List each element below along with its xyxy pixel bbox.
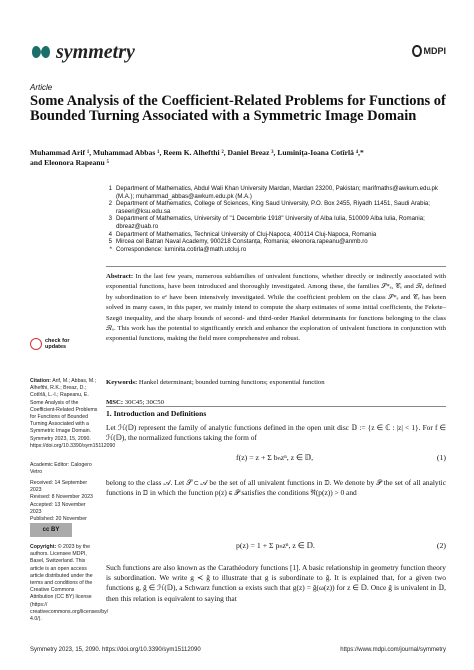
affiliation-item: 1 Department of Mathematics, Abdul Wali Khan University Mardan, Mardan 23200, Pakistan; marifmaths@awkum.edu.pk (M.A.); muhammad_abbas@awkum.edu.pk (M.A.) (108, 185, 438, 200)
abstract (106, 272, 446, 345)
keywords-text: Hankel determinant; bounded turning functions; exponential function (138, 379, 325, 386)
msc-codes: MSC: 30C45; 30C50 (106, 399, 164, 406)
affiliation-item: 2 Department of Mathematics, College of Sciences, King Saud University, P.O. Box 2455, Riyadh 11451, Saudi Arabia; raseeri@ksu.edu.sa (108, 200, 430, 215)
abstract-text: In the last few years, numerous subfamilies of univalent functions, whether directly or indirectly associated with exponential functions, have been introduced and thoroughly investigated. Among these, the families 𝒮*ₑ, 𝒞ₑ and ℛₑ defined by subordination to eᶻ have been intensively investigated. While the coefficient problem on the class 𝒮*ₑ and 𝒞ₑ has been solved in many cases, in this paper, we mainly intend to compute the sharp estimates of some initial coefficients, the Fekete–Szegö inequality, and the sharp bounds of second- and third-order Hankel determinants for functions belonging to the class ℛₑ. This work has the potential to significantly enrich and enhance the exploration of univalent functions in conjunction with exponential functions, making the field more comprehensive and robust. (106, 273, 447, 343)
mdpi-gear-icon (412, 45, 422, 57)
footer-journal-link[interactable]: https://www.mdpi.com/journal/symmetry (340, 647, 446, 653)
date-published: Published: 20 November (30, 516, 87, 523)
affiliation-item: 4 Department of Mathematics, Technical University of Cluj-Napoca, 400114 Cluj-Napoca, Romania (108, 230, 377, 238)
check-updates-icon (30, 338, 42, 350)
paragraph: belong to the class 𝒜. Let 𝒮 ⊂ 𝒜 be the set of all univalent functions in 𝔻. We denote by 𝒫 the set of all analytic functions in 𝔻 in which the function p(z) ∈ 𝒫 satisfies the conditions ℜ(p(z)) > 0 and (106, 478, 446, 498)
date-revised: Revised: 8 November 2023 (30, 494, 93, 501)
keywords: Keywords: Hankel determinant; bounded turning functions; exponential function (106, 379, 325, 386)
section-heading: 1. Introduction and Definitions (106, 409, 207, 418)
affiliations (106, 185, 446, 253)
abstract-label: Abstract: (106, 273, 134, 280)
affiliation-item: 3 Department of Mathematics, University of "1 Decembrie 1918" University of Alba Iulia, 510009 Alba Iulia, Romania; dbreaz@uab.ro (108, 215, 425, 230)
abstract-bottom-divider (106, 406, 446, 407)
author-list (30, 148, 450, 168)
journal-logo-icon (30, 42, 52, 62)
publisher-logo (412, 42, 446, 60)
academic-editor: Academic Editor: Calogero Vetro (30, 462, 92, 476)
affiliation-item: 5 Mircea cel Batran Naval Academy, 900218 Constanța, Romania; eleonora.rapeanu@anmb.ro (108, 238, 368, 246)
paragraph: Let ℋ(𝔻) represent the family of analytic functions defined in the open unit disc 𝔻 := {z ∈ ℂ : |z| < 1}. For f ∈ ℋ(𝔻), the normalized functions taking the form of (106, 423, 446, 443)
authors-line-1: Muhammad Arif ¹, Muhammad Abbas ¹, Reem K. Alhefthi ², Daniel Breaz ³, Luminița-Ioana Cotîrlă ⁴,* (30, 148, 364, 157)
copyright: Copyright: © 2023 by the authors. Licensee MDPI, Basel, Switzerland. This article is an open access article distributed under the terms and conditions of the Creative Commons Attribution (CC BY) license (https:// creativecommons.org/licenses/by/ 4.0/). (30, 544, 109, 623)
msc-text: 30C45; 30C50 (124, 399, 164, 406)
citation-text: Arif, M.; Abbas, M.; Alhefthi, R.K.; Breaz, D.; Cotîrlă, L.-I.; Rapeanu, E. Some Analysis of the Coefficient-Related Problems for Functions of Bounded Turning Associated with a Symmetric Image Domain. Symmetry 2023, 15, 2090. https://doi.org/10.3390/sym15112090 (30, 378, 116, 449)
affiliation-item: * Correspondence: luminita.cotirla@math.utcluj.ro (109, 245, 247, 253)
page-footer (30, 647, 446, 653)
date-accepted: Accepted: 13 November 2023 (30, 501, 86, 515)
authors-line-2: and Eleonora Rapeanu ⁵ (30, 158, 109, 167)
equation-1: f(z) = z + Σ bₙzⁿ, z ∈ 𝔻, (1) (236, 453, 446, 462)
article-type: Article (30, 83, 53, 92)
equation-2: p(z) = 1 + Σ pₙzⁿ, z ∈ 𝔻. (2) (236, 541, 446, 550)
publisher-name: MDPI (423, 46, 446, 56)
copyright-text: © 2023 by the authors. Licensee MDPI, Basel, Switzerland. This article is an open access article distributed under the terms and conditions of the Creative Commons Attribution (CC BY) license (https:// creativecommons.org/licenses/by/ 4.0/). (30, 544, 109, 623)
check-for-updates-button[interactable]: check for updates (30, 338, 69, 350)
citation: Citation: Arif, M.; Abbas, M.; Alhefthi, R.K.; Breaz, D.; Cotîrlă, L.-I.; Rapeanu, E. Some Analysis of the Coefficient-Related Problems for Functions of Bounded Turning Associated with a Symmetric Image Domain. Symmetry 2023, 15, 2090. https://doi.org/10.3390/sym15112090 (30, 378, 116, 449)
article-title: Some Analysis of the Coefficient-Related Problems for Functions of Bounded Turning Associated with a Symmetric Image Domain (30, 93, 446, 124)
cc-by-license-badge[interactable]: cc BY (30, 523, 72, 537)
paragraph: Such functions are also known as the Carathéodory functions [1]. A basic relationship in geometry function theory is subordination. We write g ≺ g̃ to illustrate that g is subordinate to g̃. It is explained that, for a given two functions g, g̃ ∈ ℋ(𝔻), a Schwarz function ω exists such that g(z) = g̃(ω(z)) for z ∈ 𝔻. Once g̃ is univalent in 𝔻, then this relation is equivalent to saying that (106, 563, 446, 603)
date-received: Received: 14 September 2023 (30, 480, 88, 494)
footer-citation: Symmetry 2023, 15, 2090. https://doi.org/10.3390/sym15112090 (30, 647, 201, 653)
abstract-top-divider (106, 266, 446, 267)
journal-name: symmetry (56, 41, 135, 63)
